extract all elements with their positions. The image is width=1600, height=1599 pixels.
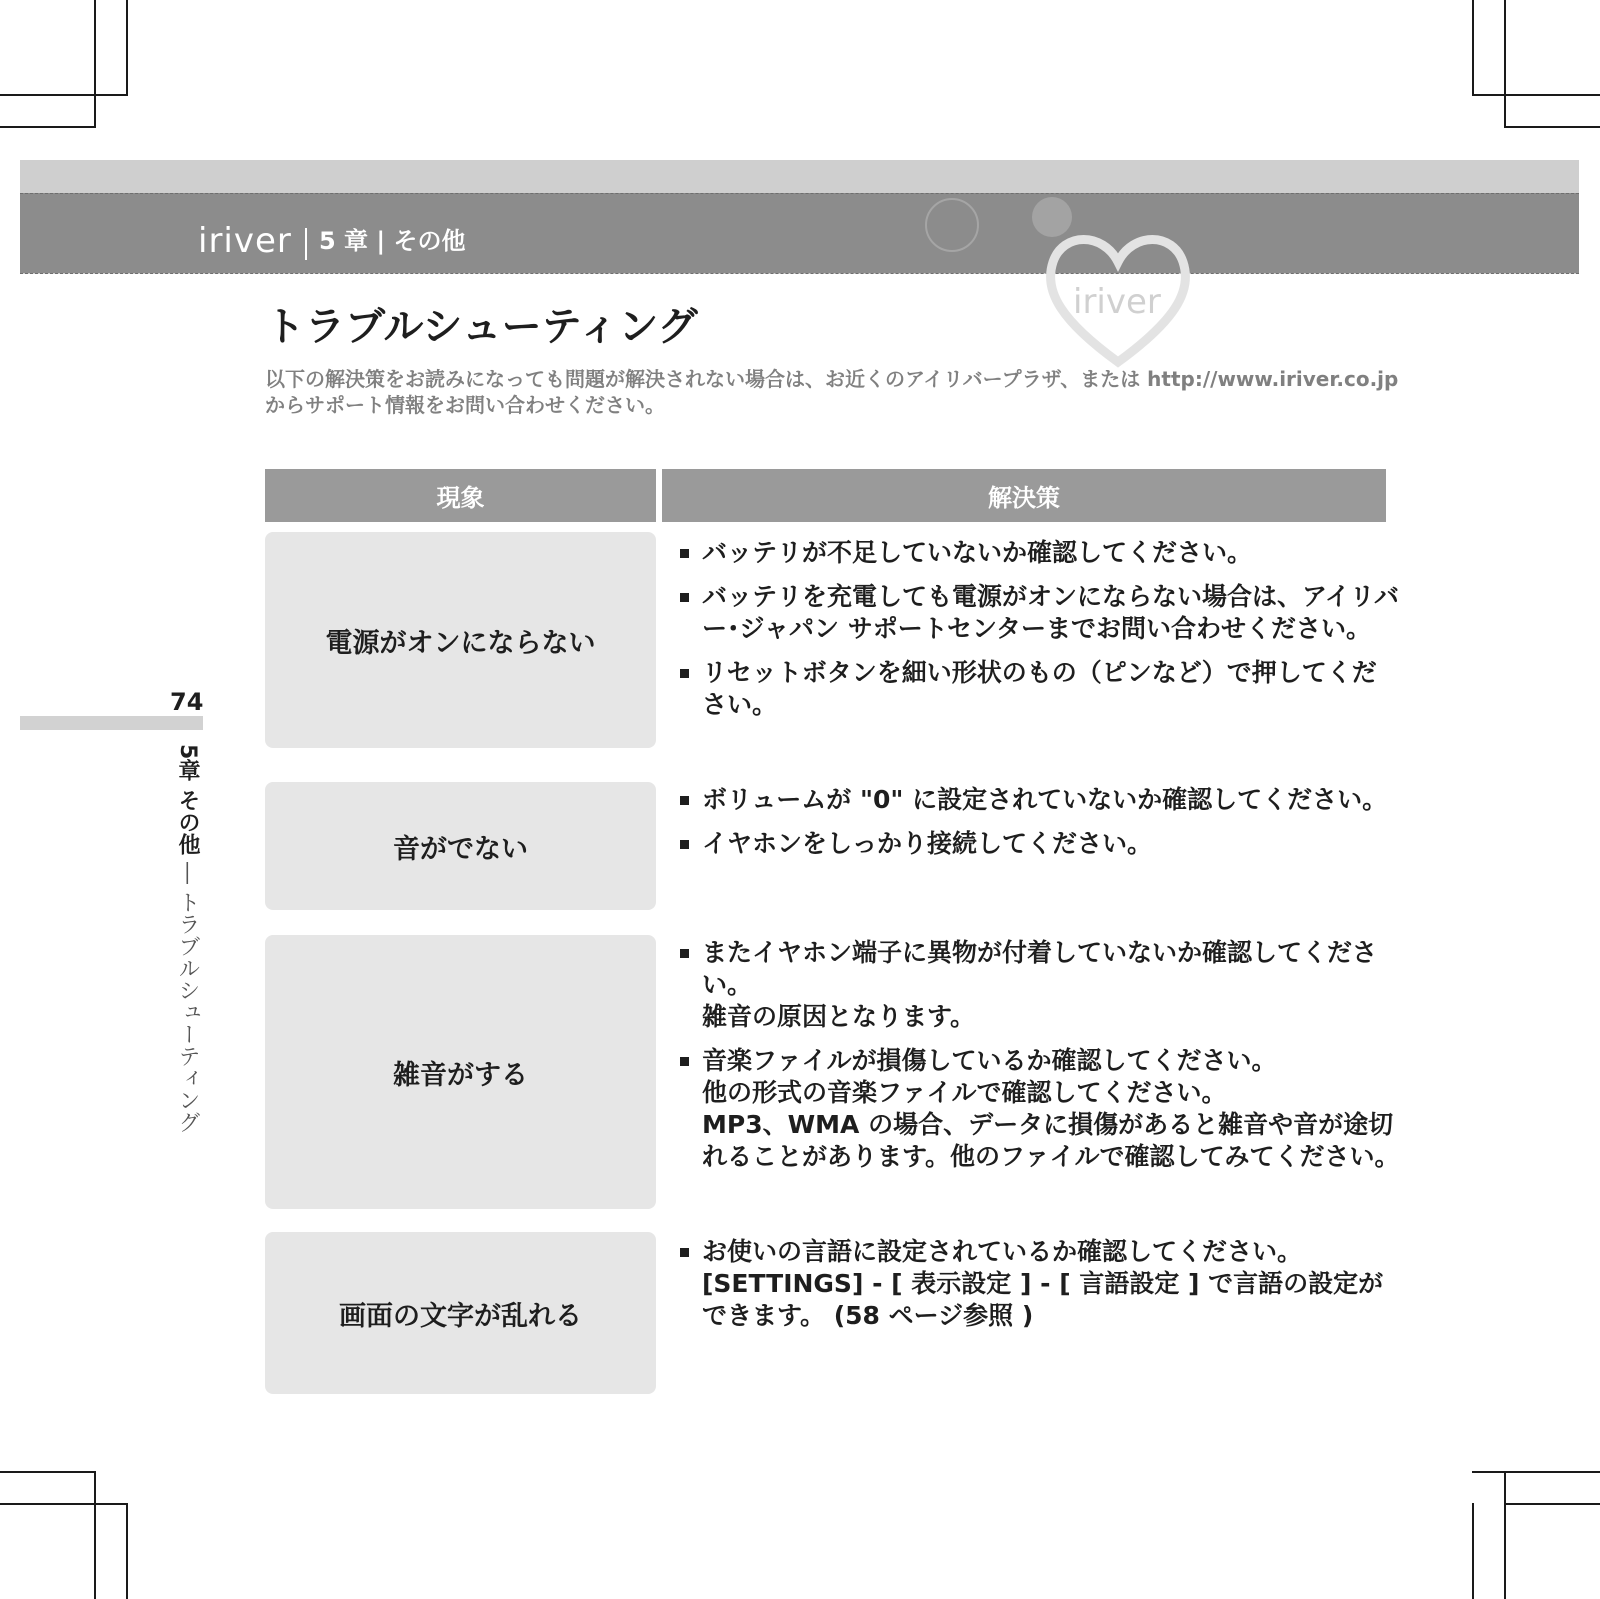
solution-line: お使いの言語に設定されているか確認してください。 (702, 1237, 1303, 1266)
solution-line: イヤホンをしっかり接続してください。 (702, 829, 1153, 858)
crop-mark (1504, 1503, 1600, 1505)
solution-item (680, 1236, 1400, 1332)
solution-item (680, 581, 1400, 645)
solution-line: リセットボタンを細い形状のもの（ピンなど）で押してください。 (702, 658, 1377, 719)
solution-line: またイヤホン端子に異物が付着していないか確認してください。 (702, 938, 1378, 999)
column-header-solution: 解決策 (662, 469, 1386, 522)
crop-mark (0, 126, 96, 128)
crop-mark (1504, 1471, 1506, 1599)
side-section: トラブルシューティング (175, 890, 200, 1133)
solution-list (680, 537, 1400, 733)
brand-logo: iriver (198, 221, 292, 261)
header-dash-top (20, 193, 1579, 194)
side-chapter-label (174, 744, 200, 1133)
solution-line: [SETTINGS] - [ 表示設定 ] - [ 言語設定 ] で言語の設定ができます。 (58 ページ参照 ) (702, 1269, 1384, 1330)
header-dash-bottom (20, 273, 1579, 274)
crop-mark (1472, 1503, 1474, 1599)
page-title: トラブルシューティング (265, 304, 698, 350)
solution-line: バッテリを充電しても電源がオンにならない場合は、アイリバー･ジャパン サポートセンターまでお問い合わせください。 (702, 582, 1400, 643)
solution-item (680, 937, 1400, 1033)
side-bar (20, 716, 203, 730)
crop-mark (0, 94, 128, 96)
solution-line: MP3、WMA の場合、データに損傷があると雑音や音が途切れることがあります。他のファイルで確認してみてください。 (702, 1110, 1400, 1171)
solution-item (680, 828, 1400, 860)
solution-item (680, 657, 1400, 721)
solution-list (680, 1236, 1400, 1344)
side-chapter: 5章 その他 (175, 744, 200, 855)
crop-mark (1504, 126, 1600, 128)
chapter-label: 5 章 | その他 (319, 227, 466, 255)
symptom-cell: 画面の文字が乱れる (265, 1232, 656, 1394)
solution-line: バッテリが不足していないか確認してください。 (702, 538, 1253, 567)
crop-mark (1472, 0, 1474, 96)
symptom-cell: 雑音がする (265, 935, 656, 1209)
symptom-cell: 電源がオンにならない (265, 532, 656, 748)
header-separator (305, 228, 307, 260)
solution-line: ボリュームが "0" に設定されていないか確認してください。 (702, 785, 1388, 814)
column-header-symptom: 現象 (265, 469, 656, 522)
crop-mark (126, 1503, 128, 1599)
solution-list (680, 937, 1400, 1185)
crop-mark (1472, 94, 1600, 96)
intro-text: 以下の解決策をお読みになっても問題が解決されない場合は、お近くのアイリバープラザ、または http://www.iriver.co.jp からサポート情報をお問い合わせください。 (265, 367, 1399, 417)
crop-mark (94, 1471, 96, 1599)
watermark-logo: iriver (1073, 282, 1161, 322)
crop-mark (126, 0, 128, 96)
solution-list (680, 784, 1400, 872)
solution-line: 雑音の原因となります。 (702, 1002, 976, 1031)
decorative-circle (925, 198, 979, 252)
solution-item (680, 1045, 1400, 1173)
page-number: 74 (170, 688, 204, 716)
solution-item (680, 784, 1400, 816)
solution-line: 他の形式の音楽ファイルで確認してください。 (702, 1078, 1227, 1107)
crop-mark (94, 0, 96, 128)
symptom-cell: 音がでない (265, 782, 656, 910)
solution-item (680, 537, 1400, 569)
crop-mark (1472, 1471, 1600, 1473)
crop-mark (0, 1503, 128, 1505)
crop-mark (0, 1471, 96, 1473)
side-divider: ― (175, 861, 200, 891)
crop-mark (1504, 0, 1506, 128)
solution-line: 音楽ファイルが損傷しているか確認してください。 (702, 1046, 1277, 1075)
